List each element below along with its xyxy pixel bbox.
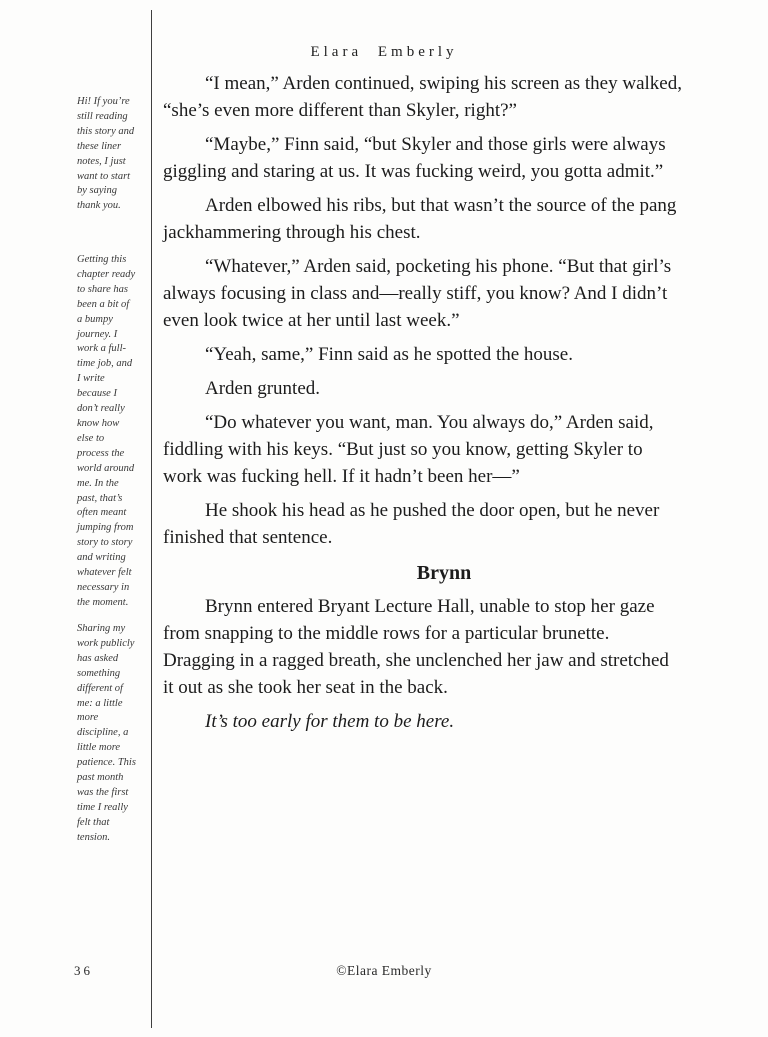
margin-column-rule	[151, 10, 152, 1028]
margin-note: Getting this chapter ready to share has been a bit of a bumpy journey. I work a full-time job, and I write because I don’t really know how else to process the world around me. In the past, that’s often meant jumping from story to story and writing whatever felt necessary in the moment.	[77, 254, 136, 608]
italic-thought-line: It’s too early for them to be here.	[205, 710, 455, 732]
body-paragraph: “Do whatever you want, man. You always do,” Arden said, fiddling with his keys. “But just so you know, getting Skyler to work was fucking hell. If it hadn’t been her—”	[163, 411, 654, 487]
body-paragraph: Brynn entered Bryant Lecture Hall, unable to stop her gaze from snapping to the middle rows for a particular brunette. Dragging in a ragged breath, she unclenched her jaw and stretched it out as she took her seat in the back.	[163, 595, 669, 698]
body-paragraph: Arden grunted.	[205, 377, 321, 399]
body-paragraph: “Yeah, same,” Finn said as he spotted the house.	[205, 343, 573, 365]
story-body	[163, 71, 683, 743]
margin-note: Sharing my work publicly has asked something different of me: a little more discipline, a little more patience. This past month was the first time I really felt that tension.	[77, 623, 136, 843]
body-paragraph: “I mean,” Arden continued, swiping his screen as they walked, “she’s even more different than Skyler, right?”	[163, 73, 682, 121]
body-paragraph: “Whatever,” Arden said, pocketing his phone. “But that girl’s always focusing in class and—really stiff, you know? And I didn’t even look twice at her until last week.”	[163, 255, 672, 331]
copyright-footer: ©Elara Emberly	[336, 963, 432, 978]
author-header: Elara Emberly	[310, 44, 458, 60]
body-paragraph: He shook his head as he pushed the door open, but he never finished that sentence.	[163, 499, 660, 548]
page-number: 36	[74, 963, 93, 978]
body-paragraph: Arden elbowed his ribs, but that wasn’t the source of the pang jackhammering through his chest.	[163, 194, 677, 243]
margin-note: Hi! If you’re still reading this story and these liner notes, I just want to start by saying thank you.	[77, 96, 135, 212]
section-heading: Brynn	[416, 561, 472, 584]
body-paragraph: “Maybe,” Finn said, “but Skyler and those girls were always giggling and staring at us. It was fucking weird, you gotta admit.”	[163, 133, 666, 182]
